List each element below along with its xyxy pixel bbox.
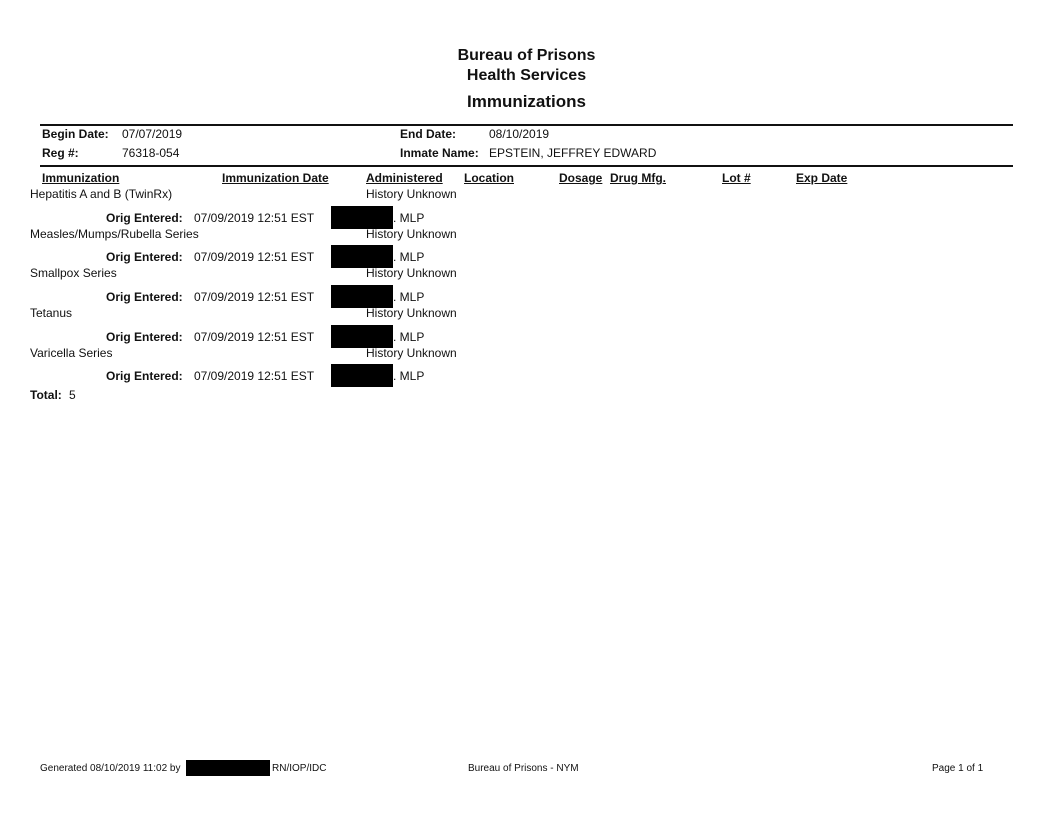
- staff-credential: . MLP: [393, 250, 425, 264]
- end-date-label: End Date:: [400, 127, 457, 141]
- report-department-title: Health Services: [466, 67, 587, 84]
- orig-entered-value: 07/09/2019 12:51 EST: [194, 211, 315, 225]
- end-date-value: 08/10/2019: [489, 127, 550, 141]
- report-agency-title: Bureau of Prisons: [457, 47, 596, 64]
- col-dosage: Dosage: [559, 171, 603, 185]
- staff-credential: . MLP: [393, 330, 425, 344]
- immunization-name: Smallpox Series: [30, 266, 117, 280]
- redaction-block: [331, 364, 393, 387]
- orig-entered-label: Orig Entered:: [106, 250, 183, 264]
- reg-number-value: 76318-054: [122, 146, 180, 160]
- redaction-block: [331, 206, 393, 229]
- orig-entered-value: 07/09/2019 12:51 EST: [194, 290, 315, 304]
- col-drug-mfg: Drug Mfg.: [610, 171, 666, 185]
- administered-value: History Unknown: [366, 346, 457, 360]
- footer-redaction-block: [186, 760, 270, 776]
- footer-page-number: Page 1 of 1: [932, 763, 984, 774]
- administered-value: History Unknown: [366, 227, 457, 241]
- header-bottom-rule: [40, 165, 1013, 167]
- reg-number-label: Reg #:: [42, 146, 79, 160]
- administered-value: History Unknown: [366, 266, 457, 280]
- header-top-rule: [40, 124, 1013, 126]
- footer-generated-text: Generated 08/10/2019 11:02 by: [40, 763, 181, 774]
- orig-entered-value: 07/09/2019 12:51 EST: [194, 250, 315, 264]
- immunization-name: Varicella Series: [30, 346, 113, 360]
- staff-credential: . MLP: [393, 369, 425, 383]
- administered-value: History Unknown: [366, 306, 457, 320]
- col-exp-date: Exp Date: [796, 171, 848, 185]
- orig-entered-value: 07/09/2019 12:51 EST: [194, 330, 315, 344]
- col-immunization: Immunization: [42, 171, 120, 185]
- col-location: Location: [464, 171, 514, 185]
- begin-date-value: 07/07/2019: [122, 127, 183, 141]
- footer-facility: Bureau of Prisons - NYM: [468, 763, 579, 774]
- administered-value: History Unknown: [366, 187, 457, 201]
- immunization-name: Hepatitis A and B (TwinRx): [30, 187, 173, 201]
- footer-role: RN/IOP/IDC: [272, 763, 327, 774]
- total-label: Total:: [30, 388, 62, 402]
- staff-credential: . MLP: [393, 211, 425, 225]
- orig-entered-label: Orig Entered:: [106, 369, 183, 383]
- redaction-block: [331, 325, 393, 348]
- orig-entered-label: Orig Entered:: [106, 290, 183, 304]
- orig-entered-label: Orig Entered:: [106, 211, 183, 225]
- col-lot: Lot #: [722, 171, 751, 185]
- immunization-name: Measles/Mumps/Rubella Series: [30, 227, 199, 241]
- col-immunization-date: Immunization Date: [222, 171, 329, 185]
- total-value: 5: [69, 388, 76, 402]
- redaction-block: [331, 285, 393, 308]
- immunization-name: Tetanus: [30, 306, 73, 320]
- report-title: Immunizations: [466, 92, 586, 111]
- begin-date-label: Begin Date:: [42, 127, 109, 141]
- redaction-block: [331, 245, 393, 268]
- col-administered: Administered: [366, 171, 443, 185]
- inmate-name-label: Inmate Name:: [400, 146, 479, 160]
- orig-entered-value: 07/09/2019 12:51 EST: [194, 369, 315, 383]
- inmate-name-value: EPSTEIN, JEFFREY EDWARD: [489, 146, 657, 160]
- staff-credential: . MLP: [393, 290, 425, 304]
- orig-entered-label: Orig Entered:: [106, 330, 183, 344]
